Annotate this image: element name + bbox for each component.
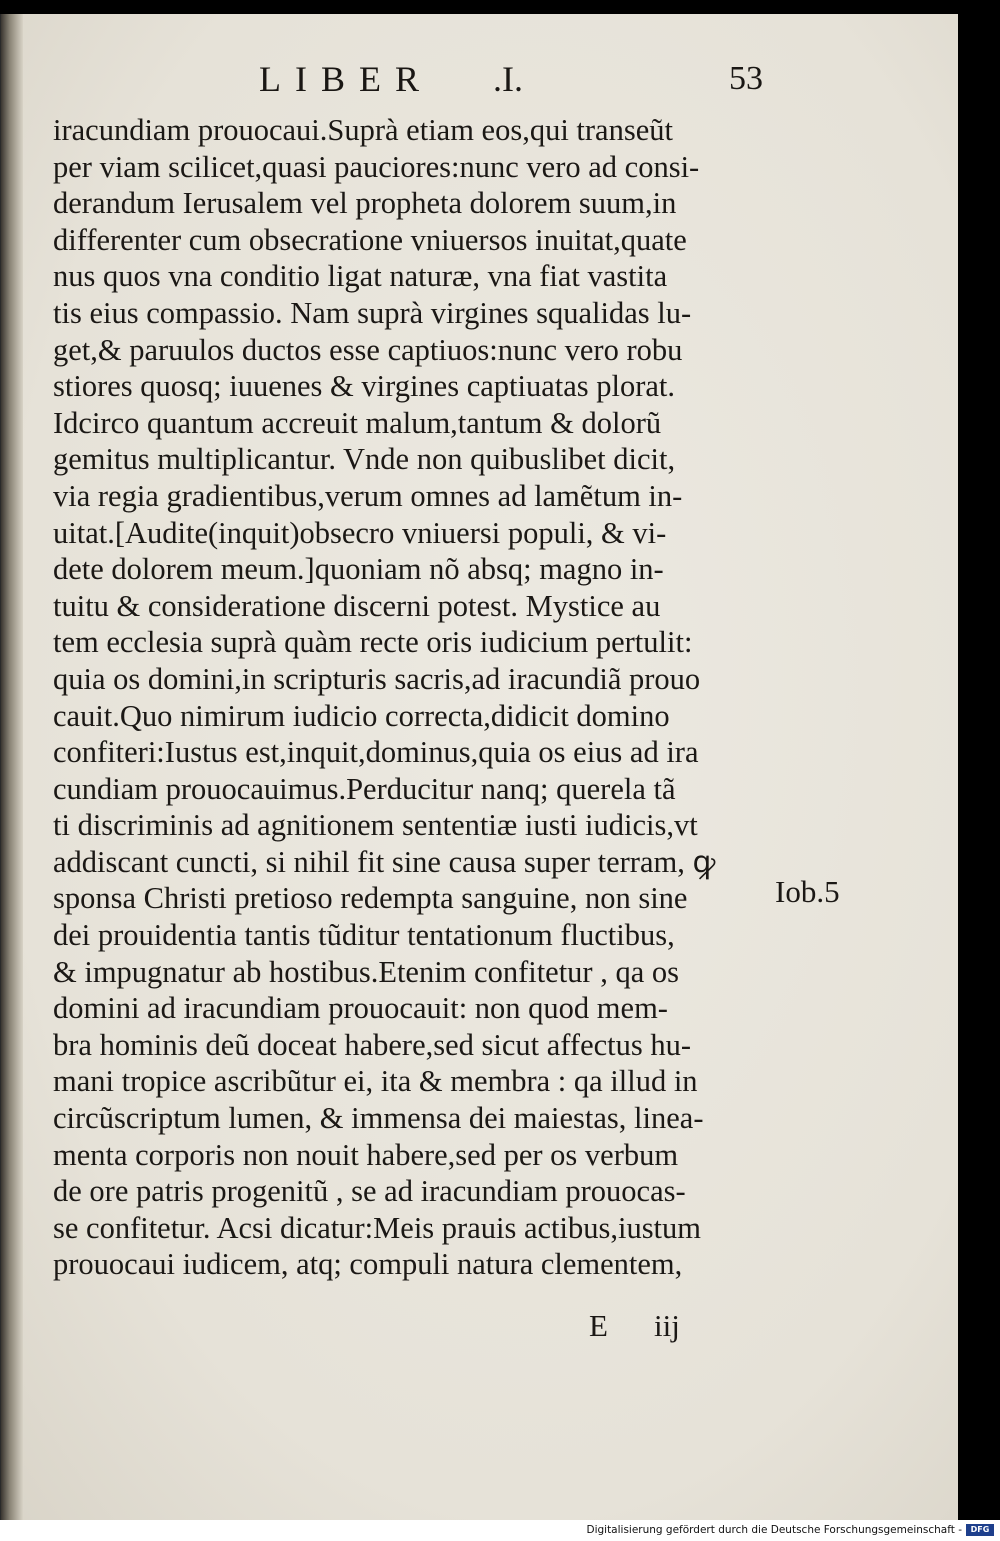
- text-line: differenter cum obsecratione vniuersos inuitat,quate: [53, 222, 687, 257]
- text-line: iracundiam prouocaui.Suprà etiam eos,qui transeũt: [53, 113, 673, 147]
- page-header: [1, 58, 958, 104]
- text-line: nus quos vna conditio ligat naturæ, vna fiat vastita: [53, 259, 668, 294]
- text-line: quia os domini,in scripturis sacris,ad iracundiã prouo: [53, 661, 701, 696]
- text-line: se confitetur. Acsi dicatur:Meis prauis actibus,iustum: [53, 1210, 702, 1245]
- text-line: & impugnatur ab hostibus.Etenim confitetur , qa os: [53, 954, 679, 989]
- text-line: de ore patris progenitũ , se ad iracundiam prouocas-: [53, 1174, 686, 1209]
- signature-letter: E: [589, 1308, 608, 1343]
- text-line: tuitu & consideratione discerni potest. Mystice au: [53, 588, 661, 623]
- text-line: tem ecclesia suprà quàm recte oris iudicium pertulit:: [53, 625, 693, 660]
- text-line: derandum Ierusalem vel propheta dolorem suum,in: [53, 186, 677, 221]
- text-line: dete dolorem meum.]quoniam nõ absq; magno in-: [53, 552, 664, 587]
- text-line: per viam scilicet,quasi pauciores:nunc vero ad consi-: [53, 149, 700, 184]
- book-page: [0, 14, 958, 1520]
- folio-number: 53: [729, 60, 763, 97]
- text-line: mani tropice ascribũtur ei, ita & membra : qa illud in: [53, 1064, 698, 1099]
- text-line: dei prouidentia tantis tũditur tentationum fluctibus,: [53, 918, 675, 953]
- text-line: sponsa Christi pretioso redempta sanguine, non sine: [53, 881, 688, 916]
- text-line: gemitus multiplicantur. Vnde non quibuslibet dicit,: [53, 442, 676, 477]
- text-line: domini ad iracundiam prouocauit: non quod mem-: [53, 991, 668, 1026]
- text-line: cauit.Quo nimirum iudicio correcta,didicit domino: [53, 698, 670, 733]
- body-text: [53, 112, 773, 1283]
- book-number: .I.: [493, 59, 523, 99]
- text-line: prouocaui iudicem, atq; compuli natura clementem,: [53, 1247, 683, 1282]
- signature-mark: [1, 1308, 958, 1348]
- text-line: circũscriptum lumen, & immensa dei maiestas, linea-: [53, 1101, 704, 1136]
- text-line: Idcirco quantum accreuit malum,tantum & dolorũ: [53, 405, 662, 440]
- margin-note: Iob.5: [775, 874, 840, 909]
- text-line: tis eius compassio. Nam suprà virgines squalidas lu-: [53, 295, 692, 330]
- running-title: LIBER: [259, 59, 433, 99]
- text-line: ti discriminis ad agnitionem sententiæ iusti iudicis,vt: [53, 808, 698, 843]
- text-line: bra hominis deũ doceat habere,sed sicut affectus hu-: [53, 1027, 692, 1062]
- text-line: uitat.[Audite(inquit)obsecro vniuersi populi, & vi-: [53, 515, 667, 550]
- dfg-logo: DFG: [966, 1524, 994, 1536]
- funding-credit: Digitalisierung gefördert durch die Deutsche Forschungsgemeinschaft -: [586, 1524, 962, 1536]
- text-line: via regia gradientibus,verum omnes ad lamẽtum in-: [53, 478, 683, 513]
- text-line: cundiam prouocauimus.Perducitur nanq; querela tã: [53, 771, 676, 806]
- footer-band: [0, 1520, 1000, 1541]
- text-line: addiscant cuncti, si nihil fit sine causa super terram, ꝙ: [53, 844, 716, 879]
- text-line: menta corporis non nouit habere,sed per os verbum: [53, 1137, 679, 1172]
- text-line: stiores quosq; iuuenes & virgines captiuatas plorat.: [53, 369, 676, 404]
- text-line: confiteri:Iustus est,inquit,dominus,quia os eius ad ira: [53, 735, 699, 770]
- text-line: get,& paruulos ductos esse captiuos:nunc vero robu: [53, 332, 683, 367]
- signature-number: iij: [654, 1308, 680, 1343]
